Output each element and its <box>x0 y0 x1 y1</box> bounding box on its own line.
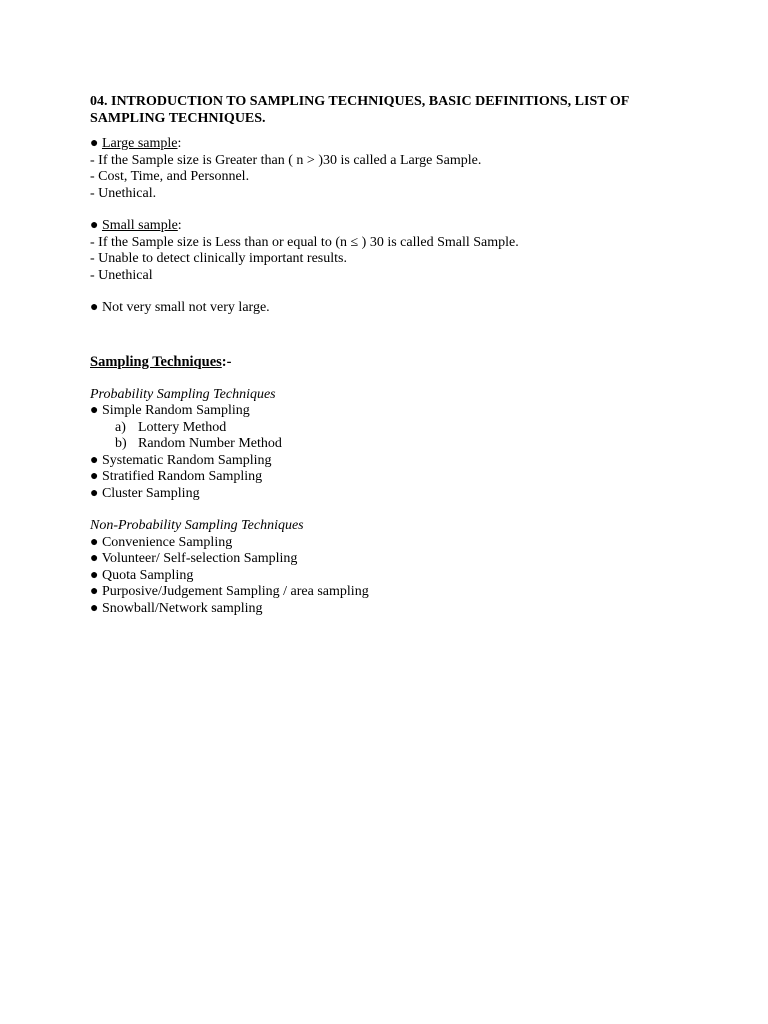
title-line: 04. INTRODUCTION TO SAMPLING TECHNIQUES, BASIC DEFINITIONS, LIST OF <box>90 94 630 109</box>
list-item: - Unethical. <box>90 185 157 201</box>
sub-list-text: Random Number Method <box>138 436 282 451</box>
list-item: ● Purposive/Judgement Sampling / area sampling <box>90 584 369 599</box>
list-item: ● Systematic Random Sampling <box>90 452 272 468</box>
size-note: ● Not very small not very large. <box>90 300 270 315</box>
small-sample-label: Small sample <box>101 218 178 233</box>
colon: : <box>177 218 182 233</box>
list-item: ● Convenience Sampling <box>90 534 233 550</box>
large-sample-section <box>90 136 710 202</box>
list-item: - Unethical <box>90 267 153 283</box>
list-item: ● Snowball/Network sampling <box>90 600 263 616</box>
techniques-heading <box>90 354 710 371</box>
list-item: - If the Sample size is Greater than ( n > )30 is called a Large Sample. <box>90 152 482 168</box>
list-item: ● Stratified Random Sampling <box>90 469 263 484</box>
bullet: ● <box>90 218 102 233</box>
large-sample-label: Large sample <box>101 136 178 151</box>
list-item: ● Volunteer/ Self-selection Sampling <box>90 551 298 566</box>
techniques-heading-suffix: :- <box>221 353 232 370</box>
small-sample-heading <box>90 218 710 235</box>
title-line: SAMPLING TECHNIQUES. <box>90 111 266 126</box>
list-item: ● Quota Sampling <box>90 567 194 583</box>
sub-list-item <box>90 420 710 437</box>
sub-list-marker: a) <box>115 419 126 435</box>
small-sample-section <box>90 218 710 284</box>
probability-heading: Probability Sampling Techniques <box>90 386 276 402</box>
probability-section <box>90 387 710 503</box>
large-sample-heading <box>90 136 710 153</box>
non-probability-heading: Non-Probability Sampling Techniques <box>90 518 304 533</box>
sub-list-text: Lottery Method <box>138 419 227 435</box>
list-item: - Unable to detect clinically important results. <box>90 251 347 266</box>
techniques-heading-label: Sampling Techniques <box>90 353 222 370</box>
list-item: - Cost, Time, and Personnel. <box>90 169 250 184</box>
sub-list-item <box>90 436 710 453</box>
bullet: ● <box>90 136 102 151</box>
colon: : <box>177 136 182 151</box>
document-title <box>90 93 710 127</box>
document-page <box>90 93 710 617</box>
non-probability-section <box>90 518 710 617</box>
sub-list-marker: b) <box>115 436 127 451</box>
list-item: ● Simple Random Sampling <box>90 403 250 418</box>
list-item: ● Cluster Sampling <box>90 485 200 501</box>
list-item: - If the Sample size is Less than or equal to (n ≤ ) 30 is called Small Sample. <box>90 234 519 250</box>
